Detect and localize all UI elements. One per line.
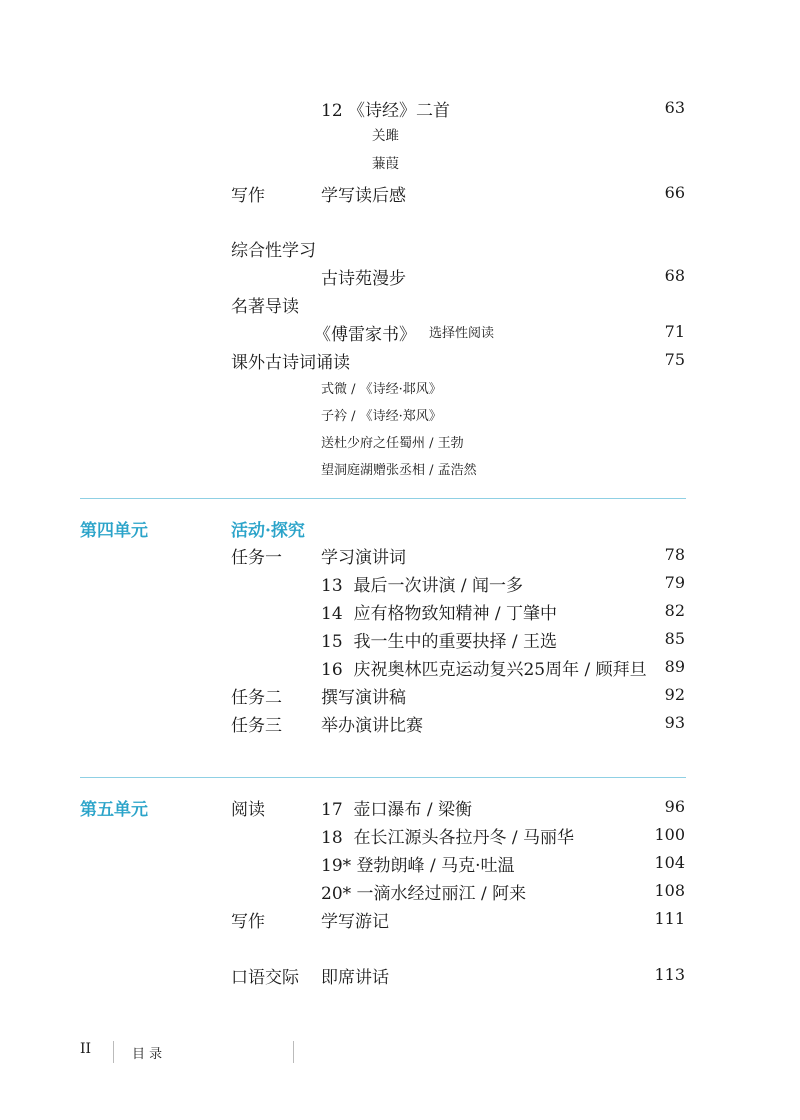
extra-page: 75: [664, 350, 685, 369]
extra-poem[interactable]: 式微 / 《诗经·邶风》: [321, 382, 442, 397]
integrated-page: 68: [664, 266, 685, 285]
classics-title[interactable]: 《傅雷家书》: [314, 325, 416, 345]
lesson-page: 79: [664, 573, 685, 592]
lesson-entry[interactable]: 19* 登勃朗峰 / 马克·吐温: [321, 856, 515, 876]
task-label: 任务三: [231, 716, 282, 736]
section-divider: [80, 777, 686, 778]
footer-divider: [293, 1041, 294, 1063]
extra-poem[interactable]: 望洞庭湖赠张丞相 / 孟浩然: [321, 463, 477, 478]
extra-poem[interactable]: 送杜少府之任蜀州 / 王勃: [321, 436, 464, 451]
poem-jianjia[interactable]: 蒹葭: [372, 156, 399, 172]
classics-note: 选择性阅读: [429, 326, 495, 341]
lesson-page: 89: [664, 657, 685, 676]
classics-label: 名著导读: [231, 297, 299, 317]
lesson-page: 100: [654, 825, 685, 844]
writing-title[interactable]: 学写读后感: [321, 186, 406, 206]
writing-page: 111: [654, 909, 685, 928]
lesson-page: 82: [664, 601, 685, 620]
lesson-12-page: 63: [664, 98, 685, 117]
lesson-entry[interactable]: 18 在长江源头各拉丹冬 / 马丽华: [321, 828, 574, 848]
extra-poem[interactable]: 子衿 / 《诗经·郑风》: [321, 409, 442, 424]
lesson-page: 104: [654, 853, 685, 872]
integrated-label: 综合性学习: [231, 241, 316, 261]
lesson-entry[interactable]: 17 壶口瀑布 / 梁衡: [321, 800, 472, 820]
task-page: 92: [664, 685, 685, 704]
unit4-activity: 活动·探究: [231, 521, 305, 541]
lesson-page: 96: [664, 797, 685, 816]
integrated-title[interactable]: 古诗苑漫步: [321, 269, 406, 289]
oral-page: 113: [654, 965, 685, 984]
task-title[interactable]: 撰写演讲稿: [321, 688, 406, 708]
section-divider: [80, 498, 686, 499]
lesson-entry[interactable]: 15 我一生中的重要抉择 / 王选: [321, 632, 557, 652]
unit4-title: 第四单元: [80, 521, 148, 541]
task-title[interactable]: 举办演讲比赛: [321, 716, 423, 736]
oral-title[interactable]: 即席讲话: [321, 968, 389, 988]
task-label: 任务二: [231, 688, 282, 708]
lesson-page: 85: [664, 629, 685, 648]
poem-guanju[interactable]: 关雎: [372, 128, 399, 144]
writing-label: 写作: [231, 912, 265, 932]
reading-label: 阅读: [231, 800, 265, 820]
writing-title[interactable]: 学写游记: [321, 912, 389, 932]
writing-page: 66: [664, 183, 685, 202]
footer-label: 目 录: [132, 1047, 163, 1062]
lesson-page: 108: [654, 881, 685, 900]
page-number: II: [80, 1041, 92, 1057]
footer-divider: [113, 1041, 114, 1063]
lesson-12-title[interactable]: 12 《诗经》二首: [321, 101, 451, 121]
classics-page: 71: [664, 322, 685, 341]
extra-label[interactable]: 课外古诗词诵读: [231, 353, 350, 373]
task-page: 93: [664, 713, 685, 732]
lesson-entry[interactable]: 16 庆祝奥林匹克运动复兴25周年 / 顾拜旦: [321, 660, 647, 680]
task-label: 任务一: [231, 548, 282, 568]
task-page: 78: [664, 545, 685, 564]
lesson-entry[interactable]: 14 应有格物致知精神 / 丁肇中: [321, 604, 557, 624]
oral-label: 口语交际: [231, 968, 299, 988]
writing-label: 写作: [231, 186, 265, 206]
unit5-title: 第五单元: [80, 800, 148, 820]
task-title[interactable]: 学习演讲词: [321, 548, 406, 568]
lesson-entry[interactable]: 20* 一滴水经过丽江 / 阿来: [321, 884, 527, 904]
lesson-entry[interactable]: 13 最后一次讲演 / 闻一多: [321, 576, 523, 596]
